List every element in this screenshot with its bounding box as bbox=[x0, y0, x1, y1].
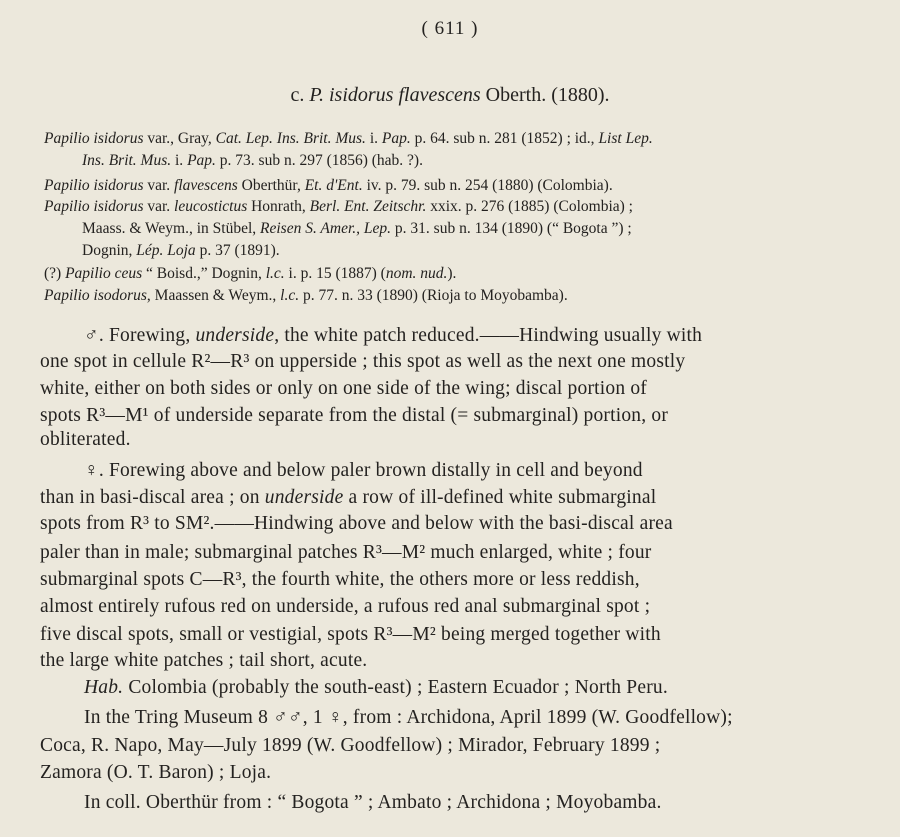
female-paragraph-line bbox=[40, 485, 862, 511]
synonymy-text: i. bbox=[365, 130, 382, 147]
synonymy-text: var., Gray, bbox=[143, 130, 216, 147]
synonymy-italic: Berl. Ent. Zeitschr. bbox=[309, 198, 427, 215]
synonymy-text: Dognin, bbox=[82, 242, 137, 259]
synonymy-text: p. 64. sub n. 281 (1852) ; id., bbox=[410, 130, 599, 147]
synonymy-italic: Papilio isidorus bbox=[44, 177, 144, 194]
female-paragraph-line bbox=[40, 648, 862, 674]
female-paragraph-line bbox=[40, 540, 862, 566]
male-paragraph-line bbox=[40, 427, 862, 453]
page-number: ( 611 ) bbox=[421, 18, 479, 39]
synonymy-text: p. 31. sub n. 134 (1890) (“ Bogota ”) ; bbox=[391, 220, 632, 237]
synonymy-italic: Cat. Lep. Ins. Brit. Mus. bbox=[215, 130, 366, 147]
synonymy-italic: leucostictus bbox=[174, 198, 248, 215]
habitat-label: Hab. bbox=[84, 677, 124, 698]
synonymy-italic: List Lep. bbox=[598, 130, 653, 147]
line-text: the large white patches ; tail short, acute. bbox=[40, 650, 368, 671]
line-text: ♀. Forewing above and below paler brown distally in cell and beyond bbox=[84, 460, 643, 481]
synonymy-italic: Lép. Loja bbox=[136, 242, 196, 259]
line-text: ♂. Forewing, bbox=[84, 325, 196, 346]
synonymy-italic: Ins. Brit. Mus. bbox=[82, 152, 172, 169]
synonymy-text: var. bbox=[143, 198, 175, 215]
synonymy-line bbox=[82, 218, 900, 240]
habitat-text: Colombia (probably the south-east) ; Eastern Ecuador ; North Peru. bbox=[123, 677, 668, 698]
line-text: paler than in male; submarginal patches R³—M² much enlarged, white ; four bbox=[40, 542, 652, 563]
line-text: than in basi-discal area ; on bbox=[40, 487, 265, 508]
synonymy-line bbox=[82, 240, 900, 262]
habitat-line bbox=[84, 675, 900, 701]
synonymy-text: Maass. & Weym., in Stübel, bbox=[82, 220, 261, 237]
line-text: , the white patch reduced.——Hindwing usually with bbox=[274, 325, 703, 346]
synonymy-line bbox=[44, 285, 864, 307]
tring-line-2: Coca, R. Napo, May—July 1899 (W. Goodfellow) ; Mirador, February 1899 ; bbox=[40, 735, 661, 756]
synonymy-line bbox=[44, 128, 864, 150]
synonymy-italic: Et. d'Ent. bbox=[304, 177, 363, 194]
heading-taxon-name: P. isidorus flavescens bbox=[309, 84, 481, 106]
synonymy-italic: flavescens bbox=[174, 177, 238, 194]
line-text: one spot in cellule R²—R³ on upperside ; this spot as well as the next one mostly bbox=[40, 351, 686, 372]
female-paragraph-line bbox=[40, 567, 862, 593]
synonymy-text: i. bbox=[171, 152, 188, 169]
synonymy-text: “ Boisd.,” Dognin, bbox=[142, 265, 266, 282]
synonymy-italic: Pap. bbox=[381, 130, 411, 147]
synonymy-italic: Papilio ceus bbox=[65, 265, 143, 282]
male-paragraph-line bbox=[40, 376, 862, 402]
synonymy-italic: Reisen S. Amer., Lep. bbox=[260, 220, 392, 237]
female-paragraph-line bbox=[40, 594, 862, 620]
synonymy-italic: l.c. bbox=[265, 265, 285, 282]
tring-line-1: In the Tring Museum 8 ♂♂, 1 ♀, from : Archidona, April 1899 (W. Goodfellow); bbox=[84, 707, 733, 728]
line-text: almost entirely rufous red on underside, a rufous red anal submarginal spot ; bbox=[40, 596, 651, 617]
italic-term: underside bbox=[264, 487, 344, 508]
line-text: spots R³—M¹ of underside separate from the distal (= submarginal) portion, or bbox=[40, 405, 669, 426]
heading-author: Oberth. (1880). bbox=[480, 84, 610, 106]
line-text: a row of ill-defined white submarginal bbox=[343, 487, 657, 508]
synonymy-text: p. 73. sub n. 297 (1856) (hab. ?). bbox=[215, 152, 423, 169]
female-paragraph-line bbox=[40, 511, 862, 537]
taxon-heading bbox=[0, 84, 900, 107]
synonymy-text: var. bbox=[143, 177, 175, 194]
synonymy-text: Honrath, bbox=[247, 198, 310, 215]
synonymy-line bbox=[82, 150, 900, 172]
synonymy-line bbox=[44, 196, 864, 218]
italic-term: underside bbox=[195, 325, 275, 346]
line-text: five discal spots, small or vestigial, spots R³—M² being merged together with bbox=[40, 624, 661, 645]
synonymy-italic: Papilio isidorus bbox=[44, 198, 144, 215]
female-paragraph-line bbox=[84, 458, 900, 484]
female-paragraph-line bbox=[40, 622, 862, 648]
male-paragraph-line bbox=[40, 349, 862, 375]
synonymy-italic: Pap. bbox=[187, 152, 216, 169]
synonymy-text: ). bbox=[447, 265, 457, 282]
male-paragraph-line bbox=[40, 403, 862, 429]
synonymy-text: (?) bbox=[44, 265, 66, 282]
synonymy-text: iv. p. 79. sub n. 254 (1880) (Colombia). bbox=[362, 177, 613, 194]
synonymy-text: , Maassen & Weym., bbox=[146, 287, 281, 304]
synonymy-italic: nom. nud. bbox=[385, 265, 448, 282]
synonymy-text: p. 77. n. 33 (1890) (Rioja to Moyobamba). bbox=[299, 287, 568, 304]
line-text: obliterated. bbox=[40, 429, 131, 450]
synonymy-text: Oberthür, bbox=[237, 177, 305, 194]
heading-prefix: c. bbox=[290, 84, 310, 106]
male-paragraph-line bbox=[84, 323, 900, 349]
synonymy-text: xxix. p. 276 (1885) (Colombia) ; bbox=[426, 198, 633, 215]
synonymy-line bbox=[44, 175, 864, 197]
synonymy-text: p. 37 (1891). bbox=[195, 242, 280, 259]
synonymy-italic: Papilio isidorus bbox=[44, 130, 144, 147]
tring-line-3: Zamora (O. T. Baron) ; Loja. bbox=[40, 762, 272, 783]
line-text: submarginal spots C—R³, the fourth white, the others more or less reddish, bbox=[40, 569, 640, 590]
synonymy-italic: Papilio isodorus bbox=[44, 287, 147, 304]
line-text: spots from R³ to SM².——Hindwing above and below with the basi-discal area bbox=[40, 513, 673, 534]
oberthur-collection-line: In coll. Oberthür from : “ Bogota ” ; Ambato ; Archidona ; Moyobamba. bbox=[84, 792, 662, 813]
line-text: white, either on both sides or only on one side of the wing; discal portion of bbox=[40, 378, 647, 399]
synonymy-line bbox=[44, 263, 864, 285]
synonymy-italic: l.c. bbox=[280, 287, 300, 304]
synonymy-text: i. p. 15 (1887) ( bbox=[284, 265, 386, 282]
